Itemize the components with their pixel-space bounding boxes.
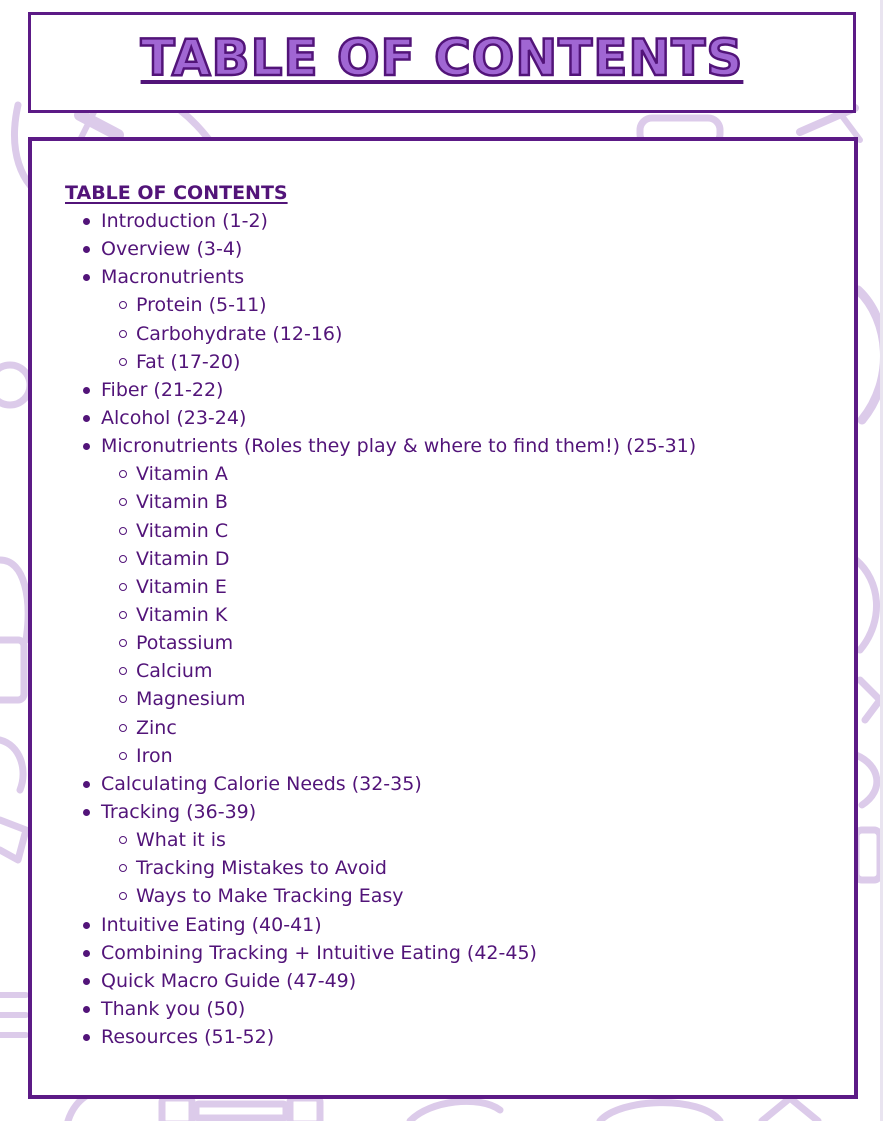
hollow-bullet-icon — [119, 667, 127, 675]
bullet-icon — [83, 246, 90, 253]
bullet-icon — [83, 415, 90, 422]
toc-entry-label: Tracking (36-39) — [101, 800, 257, 823]
hollow-bullet-icon — [119, 892, 127, 900]
toc-entry-label: What it is — [136, 829, 226, 852]
toc-entry-label: Overview (3-4) — [101, 238, 243, 261]
bullet-icon — [83, 922, 90, 929]
hollow-bullet-icon — [119, 639, 127, 647]
toc-entry-label: Vitamin D — [136, 547, 230, 570]
bullet-icon — [83, 387, 90, 394]
toc-entry-label: Quick Macro Guide (47-49) — [101, 969, 357, 992]
bullet-icon — [83, 274, 90, 281]
toc-list — [65, 207, 696, 1051]
toc-item — [65, 995, 696, 1023]
toc-item — [65, 235, 696, 263]
toc-sub-item — [65, 291, 696, 319]
hollow-bullet-icon — [119, 836, 127, 844]
toc-item — [65, 798, 696, 826]
toc-entry-label: Thank you (50) — [101, 997, 246, 1020]
toc-item — [65, 207, 696, 235]
toc-entry-label: Fat (17-20) — [136, 350, 241, 373]
hollow-bullet-icon — [119, 470, 127, 478]
bullet-icon — [83, 218, 90, 225]
toc-sub-item — [65, 629, 696, 657]
hollow-bullet-icon — [119, 527, 127, 535]
toc-entry-label: Combining Tracking + Intuitive Eating (42-45) — [101, 941, 537, 964]
toc-entry-label: Resources (51-52) — [101, 1026, 275, 1049]
toc-entry-label: Intuitive Eating (40-41) — [101, 913, 322, 936]
hollow-bullet-icon — [119, 695, 127, 703]
toc-entry-label: Ways to Make Tracking Easy — [136, 885, 404, 908]
toc-sub-item — [65, 742, 696, 770]
toc-entry-label: Vitamin E — [136, 575, 227, 598]
toc-sub-item — [65, 882, 696, 910]
bullet-icon — [83, 978, 90, 985]
hollow-bullet-icon — [119, 301, 127, 309]
toc-heading: TABLE OF CONTENTS — [65, 182, 288, 204]
toc-entry-label: Tracking Mistakes to Avoid — [136, 857, 387, 880]
toc-sub-item — [65, 685, 696, 713]
toc-entry-label: Alcohol (23-24) — [101, 406, 247, 429]
hollow-bullet-icon — [119, 498, 127, 506]
toc-entry-label: Protein (5-11) — [136, 294, 267, 317]
toc-item — [65, 404, 696, 432]
toc-sub-item — [65, 601, 696, 629]
bullet-icon — [83, 950, 90, 957]
toc-entry-label: Potassium — [136, 632, 234, 655]
toc-entry-label: Vitamin C — [136, 519, 229, 542]
toc-sub-item — [65, 657, 696, 685]
toc-entry-label: Vitamin A — [136, 463, 228, 486]
toc-sub-item — [65, 488, 696, 516]
toc-sub-item — [65, 854, 696, 882]
hollow-bullet-icon — [119, 358, 127, 366]
hollow-bullet-icon — [119, 555, 127, 563]
toc-item — [65, 911, 696, 939]
toc-panel — [28, 137, 858, 1099]
toc-item — [65, 432, 696, 460]
bullet-icon — [83, 1006, 90, 1013]
hollow-bullet-icon — [119, 752, 127, 760]
toc-entry-label: Magnesium — [136, 688, 246, 711]
toc-item — [65, 770, 696, 798]
toc-entry-label: Calculating Calorie Needs (32-35) — [101, 772, 422, 795]
toc-entry-label: Micronutrients (Roles they play & where to find them!) (25-31) — [101, 435, 697, 458]
toc-item — [65, 939, 696, 967]
toc-sub-item — [65, 826, 696, 854]
toc-sub-item — [65, 460, 696, 488]
toc-entry-label: Calcium — [136, 660, 213, 683]
hollow-bullet-icon — [119, 330, 127, 338]
bullet-icon — [83, 1034, 90, 1041]
bullet-icon — [83, 809, 90, 816]
toc-entry-label: Zinc — [136, 716, 177, 739]
toc-item — [65, 376, 696, 404]
bullet-icon — [83, 443, 90, 450]
bullet-icon — [83, 781, 90, 788]
toc-entry-label: Fiber (21-22) — [101, 378, 224, 401]
toc-entry-label: Macronutrients — [101, 266, 245, 289]
toc-sub-item — [65, 348, 696, 376]
toc-entry-label: Vitamin K — [136, 603, 228, 626]
hollow-bullet-icon — [119, 611, 127, 619]
toc-item — [65, 967, 696, 995]
toc-sub-item — [65, 545, 696, 573]
toc-entry-label: Iron — [136, 744, 173, 767]
toc-entry-label: Carbohydrate (12-16) — [136, 322, 343, 345]
page-title: TABLE OF CONTENTS — [140, 28, 744, 87]
toc-sub-item — [65, 320, 696, 348]
hollow-bullet-icon — [119, 583, 127, 591]
hollow-bullet-icon — [119, 724, 127, 732]
toc-item — [65, 263, 696, 291]
title-banner — [28, 12, 856, 113]
hollow-bullet-icon — [119, 864, 127, 872]
toc-item — [65, 1023, 696, 1051]
toc-sub-item — [65, 714, 696, 742]
toc-entry-label: Vitamin B — [136, 491, 228, 514]
toc-entry-label: Introduction (1-2) — [101, 210, 268, 232]
toc-sub-item — [65, 517, 696, 545]
toc-sub-item — [65, 573, 696, 601]
